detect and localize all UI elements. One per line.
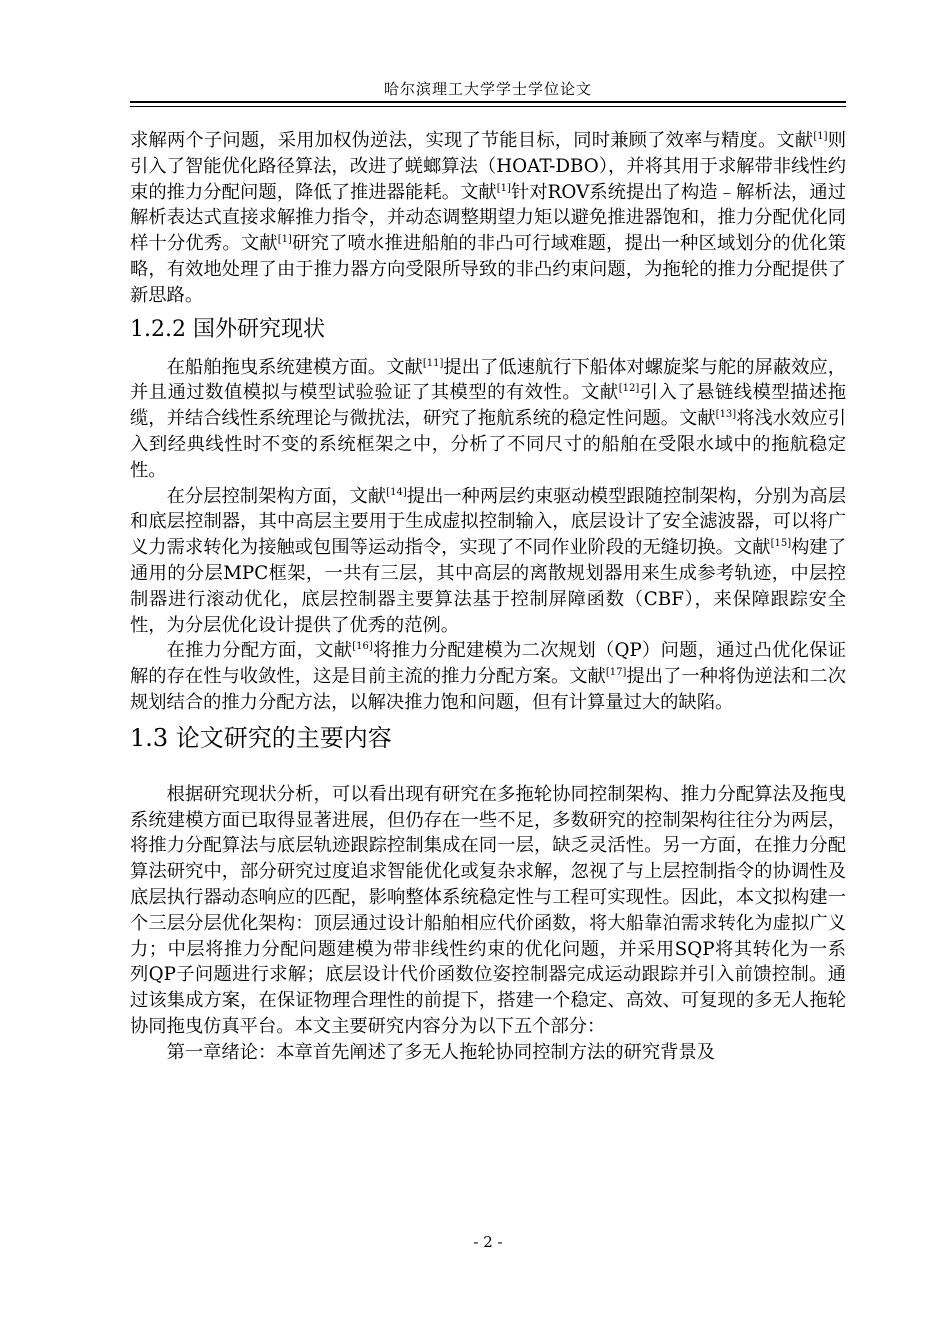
paragraph-text: 提出了低速航行下船体对螺旋桨与舵的屏蔽效应，并且通过数值模拟与模型试验验证了其模型的有效性。文献 [130,356,847,404]
citation-ref: [1] [496,182,511,194]
body-paragraph [130,1040,846,1066]
header-rule-thick [130,101,846,103]
paragraph-text: 研究了喷水推进船舶的非凸可行域难题，提出一种区域划分的优化策略，有效地处理了由于推力器方向受限所导致的非凸约束问题，为拖轮的推力分配提供了新思路。 [130,233,847,306]
citation-ref: [1] [277,234,292,246]
running-header: 哈尔滨理工大学学士学位论文 [383,80,592,98]
citation-ref: [1] [813,131,828,142]
paragraph-text: 在推力分配方面，文献 [166,640,353,662]
citation-ref: [15] [770,538,792,550]
citation-ref: [11] [422,357,444,369]
paragraph-text: 则引入了智能优化路径算法，改进了蜣螂算法（HOAT-DBO），并将其用于求解带非线性约束的推力分配问题，降低了推进器能耗。文献 [130,130,847,203]
paragraph-text: 第一章绪论：本章首先阐述了多无人拖轮协同控制方法的研究背景及 [166,1041,716,1063]
paragraph-text: 求解两个子问题，采用加权伪逆法，实现了节能目标，同时兼顾了效率与精度。文献 [130,130,814,151]
paragraph-text: 在分层控制架构方面，文献 [166,485,387,507]
citation-ref: [12] [618,383,640,395]
subsection-heading: 1.2.2 国外研究现状 [130,316,325,342]
paragraph-text: 构建了通用的分层MPC框架，一共有三层，其中高层的离散规划器用来生成参考轨迹，中层控制器进行滚动优化，底层控制器主要算法基于控制屏障函数（CBF），来保障跟踪安全性，为分层优化设计提供了优秀的范例。 [130,537,846,636]
paragraph-text: 引入了悬链线模型描述拖缆，并结合线性系统理论与微扰法，研究了拖航系统的稳定性问题。文献 [130,382,847,430]
body-paragraph [130,128,846,309]
paragraph-text: 根据研究现状分析，可以看出现有研究在多拖轮协同控制架构、推力分配算法及拖曳系统建模方面已取得显著进展，但仍存在一些不足，多数研究的控制架构往往分为两层，将推力分配算法与底层轨迹跟踪控制集成在同一层，缺乏灵活性。另一方面，在推力分配算法研究中，部分研究过度追求智能优化或复杂求解，忽视了与上层控制指令的协调性及底层执行器动态响应的匹配，影响整体系统稳定性与工程可实现性。因此，本文拟构建一个三层分层优化架构：顶层通过设计船舶相应代价函数，将大船靠泊需求转化为虚拟广义力；中层将推力分配问题建模为带非线性约束的优化问题，并采用SQP将其转化为一系列QP子问题进行求解；底层设计代价函数位姿控制器完成运动跟踪并引入前馈控制。通过该集成方案，在保证物理合理性的前提下，搭建一个稳定、高效、可复现的多无人拖轮协同拖曳仿真平台。本文主要研究内容分为以下五个部分： [130,783,846,1037]
citation-ref: [13] [715,409,737,421]
citation-ref: [17] [605,667,627,679]
paragraph-text: 将浅水效应引入到经典线性时不变的系统框架之中，分析了不同尺寸的船舶在受限水域中的拖航稳定性。 [130,408,847,481]
paragraph-text: 提出了一种将伪逆法和二次规划结合的推力分配方法，以解决推力饱和问题，但有计算量过大的缺陷。 [130,666,847,713]
header-rule-thin [130,106,846,107]
page-body [130,128,846,1066]
citation-ref: [16] [352,641,373,653]
page-number: - 2 - [473,1233,503,1251]
body-paragraph [130,484,846,639]
paragraph-text: 将推力分配建模为二次规划（QP）问题，通过凸优化保证解的存在性与收敛性，这是目前主流的推力分配方案。文献 [130,640,847,688]
paragraph-text: 提出一种两层约束驱动模型跟随控制架构，分别为高层和底层控制器，其中高层主要用于生成虚拟控制输入，底层设计了安全滤波器，可以将广义力需求转化为接触或包围等运动指令，实现了不同作业阶段的无缝切换。文献 [130,485,846,559]
body-paragraph [130,638,846,715]
paragraph-text: 在船舶拖曳系统建模方面。文献 [166,356,423,378]
citation-ref: [14] [386,486,407,498]
paragraph-text: 针对ROV系统提出了构造﹣解析法，通过解析表达式直接求解推力指令，并动态调整期望力矩以避免推进器饱和，推力分配优化同样十分优秀。文献 [130,181,847,255]
body-paragraph [130,355,846,484]
section-heading: 1.3 论文研究的主要内容 [130,723,392,752]
body-paragraph [130,782,846,1040]
